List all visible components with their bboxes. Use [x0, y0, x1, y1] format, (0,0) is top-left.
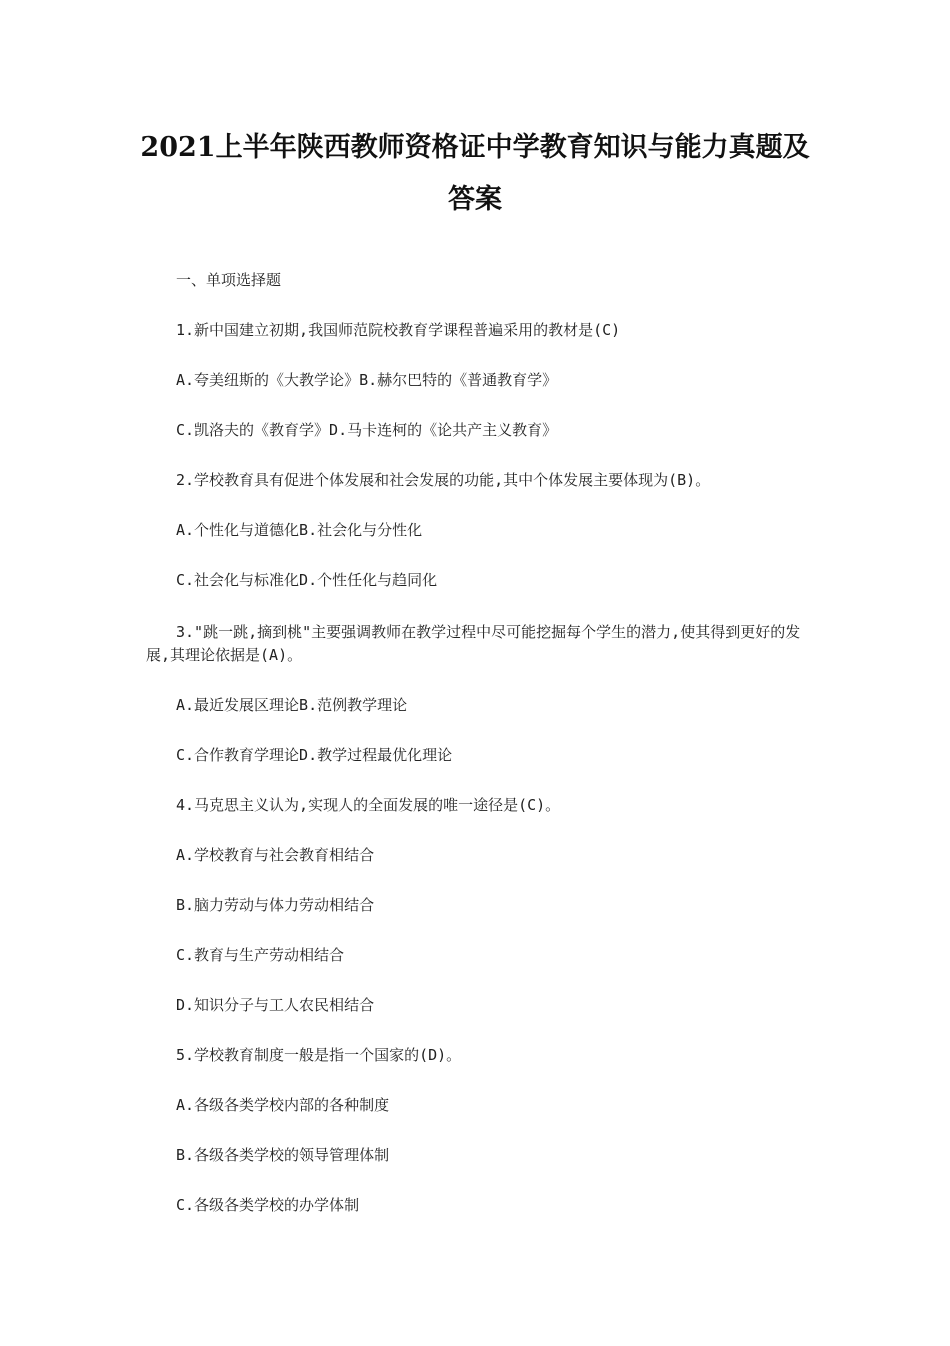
question-5-option-b: B.各级各类学校的领导管理体制 [176, 1146, 390, 1164]
question-5-option-a: A.各级各类学校内部的各种制度 [176, 1096, 390, 1114]
question-3: 3."跳一跳,摘到桃"主要强调教师在教学过程中尽可能挖掘每个学生的潜力,使其得到更好的发展,其理论依据是(A)。 [146, 623, 801, 664]
question-5-option-c: C.各级各类学校的办学体制 [176, 1196, 360, 1214]
question-5: 5.学校教育制度一般是指一个国家的(D)。 [176, 1046, 462, 1064]
section-heading: 一、单项选择题 [176, 271, 282, 289]
question-4-option-a: A.学校教育与社会教育相结合 [176, 846, 375, 864]
question-2: 2.学校教育具有促进个体发展和社会发展的功能,其中个体发展主要体现为(B)。 [176, 471, 711, 489]
question-3-options-cd: C.合作教育学理论D.教学过程最优化理论 [176, 746, 453, 764]
question-2-options-ab: A.个性化与道德化B.社会化与分性化 [176, 521, 423, 539]
question-4-option-d: D.知识分子与工人农民相结合 [176, 996, 375, 1014]
question-1: 1.新中国建立初期,我国师范院校教育学课程普遍采用的教材是(C) [176, 321, 621, 339]
question-2-options-cd: C.社会化与标准化D.个性任化与趋同化 [176, 571, 438, 589]
question-3-options-ab: A.最近发展区理论B.范例教学理论 [176, 696, 408, 714]
question-4-option-c: C.教育与生产劳动相结合 [176, 946, 345, 964]
question-1-options-ab: A.夸美纽斯的《大教学论》B.赫尔巴特的《普通教育学》 [176, 371, 558, 389]
question-4-option-b: B.脑力劳动与体力劳动相结合 [176, 896, 375, 914]
question-1-options-cd: C.凯洛夫的《教育学》D.马卡连柯的《论共产主义教育》 [176, 421, 558, 439]
question-4: 4.马克思主义认为,实现人的全面发展的唯一途径是(C)。 [176, 796, 561, 814]
document-title: 2021上半年陕西教师资格证中学教育知识与能力真题及答案 [140, 132, 810, 215]
